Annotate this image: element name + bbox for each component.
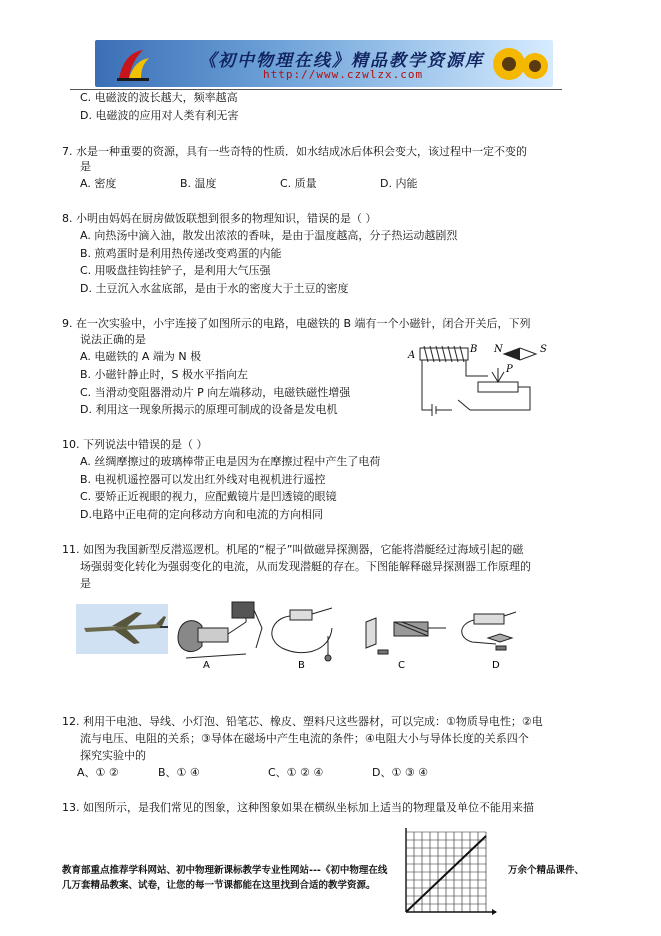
patrol-plane-photo (76, 604, 168, 654)
q9-stem-line2: 说法正确的是 (80, 333, 146, 346)
q6-option-d: D. 电磁波的应用对人类有利无害 (80, 109, 239, 122)
q12-option-a: A、① ② (77, 766, 119, 779)
q9-option-b: B. 小磁针静止时，S 极水平指向左 (80, 368, 249, 381)
q12-option-d: D、① ③ ④ (372, 766, 429, 779)
banner-title: 《初中物理在线》精品教学资源库 (199, 51, 484, 71)
figure-label-b: B (298, 660, 305, 671)
q8-option-b: B. 煎鸡蛋时是利用热传递改变鸡蛋的内能 (80, 247, 282, 260)
sunflower-icon (487, 42, 549, 86)
q7-option-b: B. 温度 (180, 177, 217, 190)
q10-option-c: C. 要矫正近视眼的视力，应配戴镜片是凹透镜的眼镜 (80, 490, 337, 503)
q7-option-a: A. 密度 (80, 177, 117, 190)
option-a-apparatus (178, 602, 262, 658)
figure-label-d: D (492, 660, 500, 671)
footer-line1-tail: 万余个精品课件、 (508, 865, 585, 876)
q6-option-c: C. 电磁波的波长越大，频率越高 (80, 91, 238, 104)
linear-graph-figure (396, 828, 500, 922)
site-logo-icon (113, 44, 153, 84)
q7-stem-line1: 7. 水是一种重要的资源，具有一些奇特的性质．如水结成冰后体积会变大，该过程中一定不变的 (62, 145, 527, 158)
label-n: N (494, 344, 503, 355)
option-c-apparatus (366, 618, 446, 654)
footer-line1: 教育部重点推荐学科网站、初中物理新课标教学专业性网站---《初中物理在线 (62, 865, 388, 876)
label-a: A (408, 350, 416, 361)
q11-figure-strip (76, 598, 556, 678)
banner-url: http://www.czwlzx.com (263, 68, 424, 81)
footer-line2: 几万套精品教案、试卷，让您的每一节课都能在这里找到合适的教学资源。 (62, 880, 376, 891)
q9-stem-line1: 9. 在一次实验中，小宇连接了如图所示的电路，电磁铁的 B 端有一个小磁针，闭合开关后，下列 (62, 317, 531, 330)
q10-option-a: A. 丝绸摩擦过的玻璃棒带正电是因为在摩擦过程中产生了电荷 (80, 455, 381, 468)
q7-option-c: C. 质量 (280, 177, 317, 190)
header-rule (70, 89, 562, 90)
q7-stem-line2: 是 (80, 160, 91, 173)
option-d-apparatus (462, 612, 516, 650)
header-banner (95, 40, 553, 87)
q11-stem-line3: 是 (80, 577, 91, 590)
q12-stem-line1: 12. 利用干电池、导线、小灯泡、铅笔芯、橡皮、塑料尺这些器材，可以完成：①物质导电性；②电 (62, 715, 543, 728)
q8-option-c: C. 用吸盘挂钩挂铲子，是利用大气压强 (80, 264, 271, 277)
q10-option-d: D.电路中正电荷的定向移动方向和电流的方向相同 (80, 508, 323, 521)
q9-option-c: C. 当滑动变阻器滑动片 P 向左端移动，电磁铁磁性增强 (80, 386, 351, 399)
q9-option-d: D. 利用这一现象所揭示的原理可制成的设备是发电机 (80, 403, 338, 416)
q8-stem: 8. 小明由妈妈在厨房做饭联想到很多的物理知识，错误的是（ ） (62, 212, 377, 225)
q12-option-b: B、① ④ (158, 766, 200, 779)
option-b-apparatus (272, 608, 332, 661)
q12-stem-line2: 流与电压、电阻的关系；③导体在磁场中产生电流的条件；④电阻大小与导体长度的关系四个 (80, 732, 529, 745)
q11-stem-line2: 场强弱变化转化为强弱变化的电流，从而发现潜艇的存在。下图能解释磁异探测器工作原理的 (80, 560, 531, 573)
q9-option-a: A. 电磁铁的 A 端为 N 极 (80, 350, 202, 363)
q10-stem: 10. 下列说法中错误的是（ ） (62, 438, 208, 451)
q10-option-b: B. 电视机遥控器可以发出红外线对电视机进行遥控 (80, 473, 326, 486)
label-s: S (540, 344, 547, 355)
q11-stem-line1: 11. 如图为我国新型反潜巡逻机。机尾的“棍子”叫做磁异探测器，它能将潜艇经过海域引起的磁 (62, 543, 524, 556)
figure-label-a: A (203, 660, 210, 671)
q12-option-c: C、① ② ④ (268, 766, 324, 779)
q8-option-d: D. 土豆沉入水盆底部，是由于水的密度大于土豆的密度 (80, 282, 349, 295)
q8-option-a: A. 向热汤中滴入油，散发出浓浓的香味，是由于温度越高，分子热运动越剧烈 (80, 229, 458, 242)
electromagnet-circuit-figure (400, 340, 565, 420)
q13-stem: 13. 如图所示，是我们常见的图象，这种图象如果在横纵坐标加上适当的物理量及单位不能用来描 (62, 801, 534, 814)
label-p: P (506, 364, 513, 375)
figure-label-c: C (398, 660, 405, 671)
q7-option-d: D. 内能 (380, 177, 418, 190)
q12-stem-line3: 探究实验中的 (80, 749, 146, 762)
label-b: B (470, 344, 478, 355)
